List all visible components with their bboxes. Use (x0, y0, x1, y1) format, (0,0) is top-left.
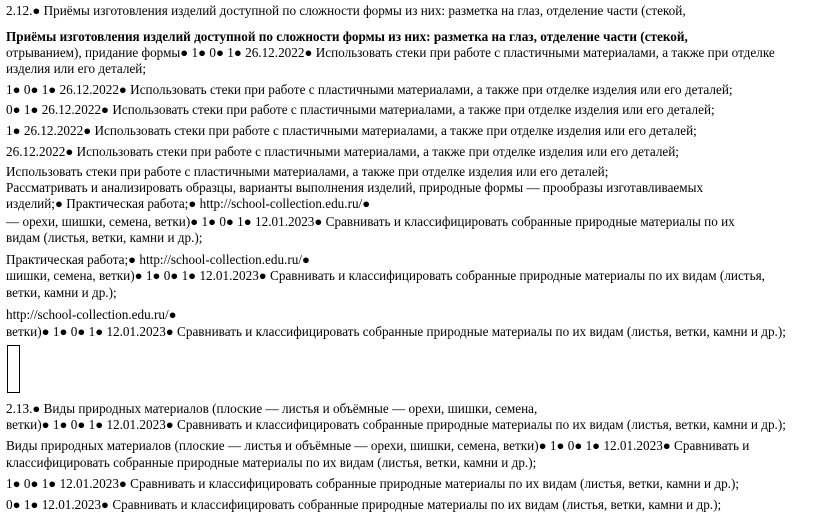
text-line: http://school-collection.edu.ru/● (6, 307, 177, 322)
text-line: ветки)● 1● 0● 1● 12.01.2023● Сравнивать и классифицировать собранные природные материалы по их видам (листья, ветки, камни и др.); (6, 417, 786, 432)
text-line: Использовать стеки при работе с пластичными материалами, а также при отделке изделия или его деталей; (6, 164, 609, 179)
text-line: изделия или его деталей; (6, 61, 147, 76)
text-line: 2.12.● Приёмы изготовления изделий доступной по сложности формы из них: разметка на глаз, отделение части (стекой, (6, 3, 686, 18)
text-line: Рассматривать и анализировать образцы, варианты выполнения изделий, природные формы — прообразы изготавливаемых (6, 180, 704, 195)
text-line: — орехи, шишки, семена, ветки)● 1● 0● 1● 12.01.2023● Сравнивать и классифицировать собранные природные материалы по их (6, 214, 735, 229)
text-line: ветки, камни и др.); (6, 285, 117, 300)
text-line: 2.13.● Виды природных материалов (плоские — листья и объёмные — орехи, шишки, семена, (6, 401, 538, 416)
text-line: 0● 1● 12.01.2023● Сравнивать и классифицировать собранные природные материалы по их видам (листья, ветки, камни и др.); (6, 497, 722, 512)
empty-frame (7, 345, 20, 393)
text-line: Практическая работа;● http://school-collection.edu.ru/● (6, 252, 310, 267)
text-line: Приёмы изготовления изделий доступной по сложности формы из них: разметка на глаз, отделение части (стекой, (6, 29, 688, 44)
text-line: 1● 0● 1● 12.01.2023● Сравнивать и классифицировать собранные природные материалы по их видам (листья, ветки, камни и др.); (6, 476, 740, 491)
text-line: изделий;● Практическая работа;● http://school-collection.edu.ru/● (6, 196, 371, 211)
text-line: 0● 1● 26.12.2022● Использовать стеки при работе с пластичными материалами, а также при отделке изделия или его деталей; (6, 102, 715, 117)
text-line: 1● 26.12.2022● Использовать стеки при работе с пластичными материалами, а также при отделке изделия или его деталей; (6, 123, 697, 138)
text-line: 1● 0● 1● 26.12.2022● Использовать стеки при работе с пластичными материалами, а также при отделке изделия или его деталей; (6, 82, 733, 97)
text-line: ветки)● 1● 0● 1● 12.01.2023● Сравнивать и классифицировать собранные природные материалы по их видам (листья, ветки, камни и др.); (6, 324, 786, 339)
text-line: классифицировать собранные природные материалы по их видам (листья, ветки, камни и др.); (6, 455, 537, 470)
text-line: шишки, семена, ветки)● 1● 0● 1● 12.01.2023● Сравнивать и классифицировать собранные природные материалы по их видам (листья, (6, 268, 765, 283)
text-line: видам (листья, ветки, камни и др.); (6, 230, 203, 245)
text-line: Виды природных материалов (плоские — листья и объёмные — орехи, шишки, семена, ветки)● 1● 0● 1● 12.01.2023● Сравнивать и (6, 438, 750, 453)
text-line: отрыванием), придание формы● 1● 0● 1● 26.12.2022● Использовать стеки при работе с пластичными материалами, а также при отделке (6, 45, 775, 60)
text-line: 26.12.2022● Использовать стеки при работе с пластичными материалами, а также при отделке изделия или его деталей; (6, 144, 679, 159)
